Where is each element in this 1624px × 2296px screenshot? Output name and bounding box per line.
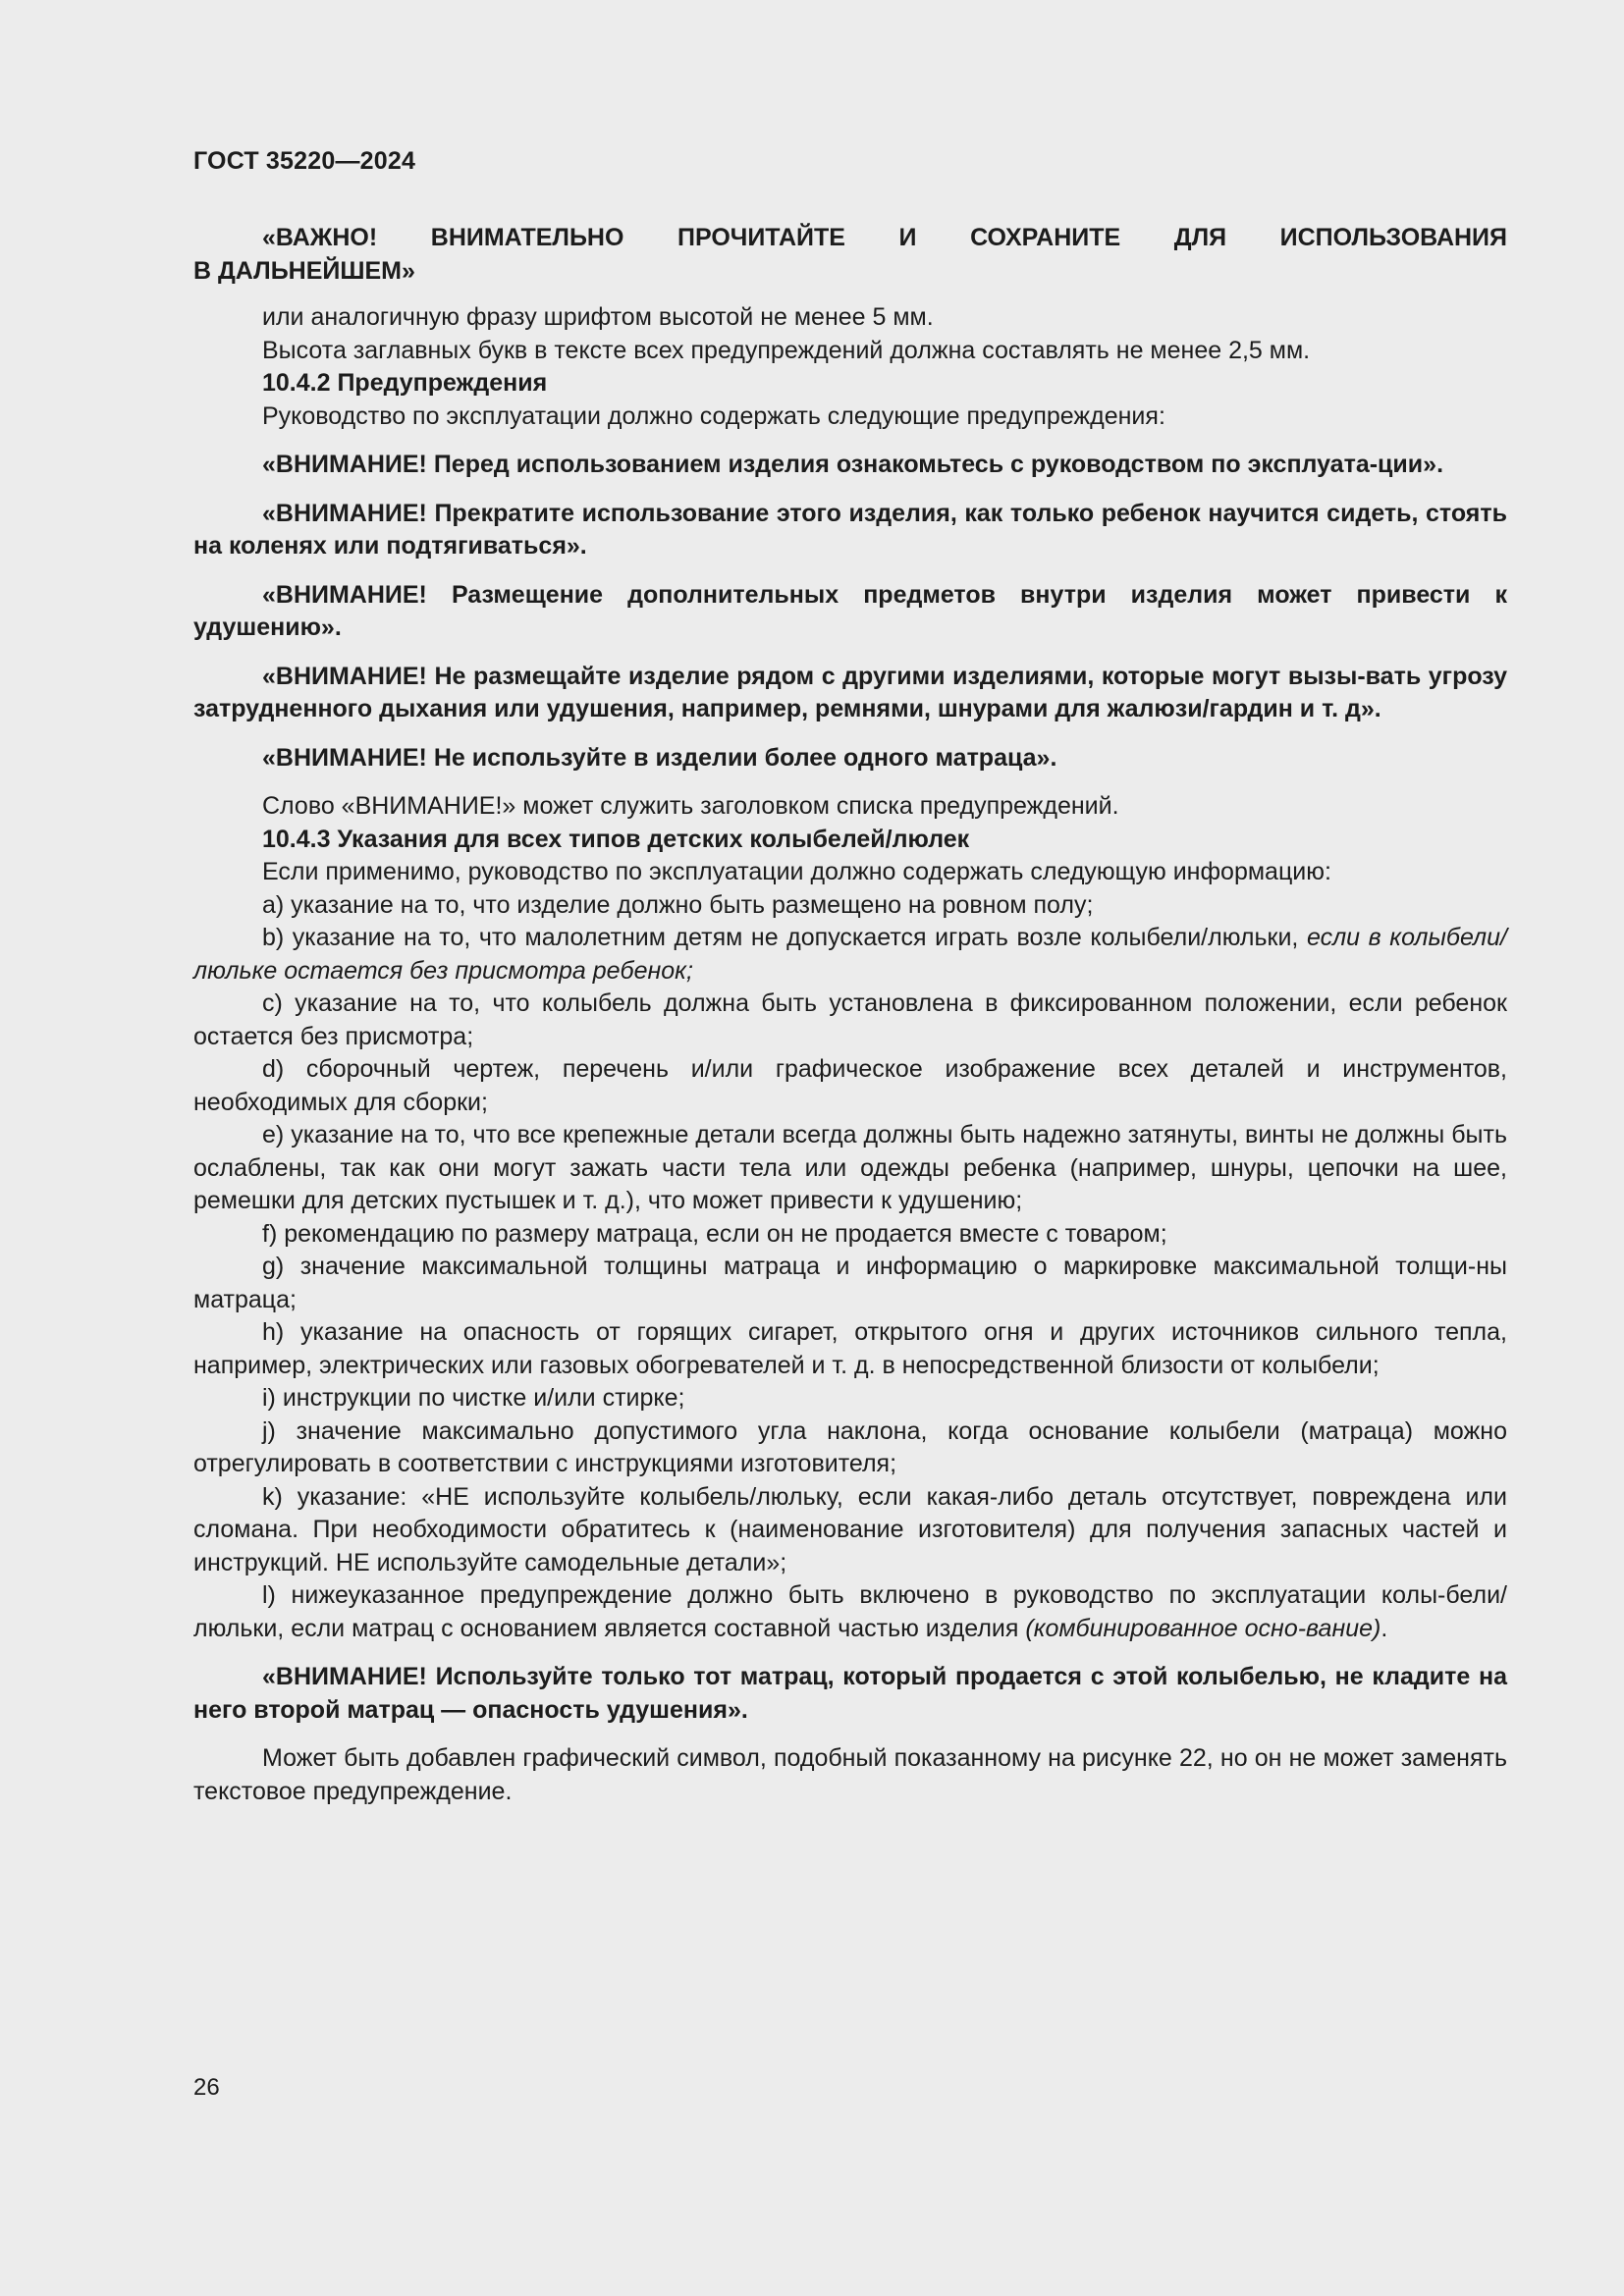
list-item-l-italic: (комбинированное осно-вание) <box>1025 1614 1381 1642</box>
list-item-h: h) указание на опасность от горящих сигарет, открытого огня и других источников сильного тепла, например, электрических или газовых обогревателей и т. д. в непосредственной близости от колыбели; <box>193 1318 1507 1379</box>
list-item-b-text: b) указание на то, что малолетним детям не допускается играть возле колыбели/люльки, <box>262 924 1307 951</box>
warning-read-manual: «ВНИМАНИЕ! Перед использованием изделия ознакомьтесь с руководством по эксплуата-ции». <box>262 451 1444 478</box>
list-item-k: k) указание: «НЕ используйте колыбель/люльку, если какая-либо деталь отсутствует, повреждена или сломана. При необходимости обратитесь к (наименование изготовителя) для получения запасных частей и инструкций. НЕ используйте самодельные детали»; <box>193 1482 1507 1576</box>
list-item-l <box>193 1579 1507 1645</box>
warning-stop-use: «ВНИМАНИЕ! Прекратите использование этого изделия, как только ребенок научится сидеть, стоять на коленях или подтягиваться». <box>193 499 1507 560</box>
list-item-b <box>193 922 1507 988</box>
list-item-f: f) рекомендацию по размеру матраца, если он не продается вместе с товаром; <box>262 1219 1167 1248</box>
warning-only-this-mattress: «ВНИМАНИЕ! Используйте только тот матрац, который продается с этой колыбелью, не кладите на него второй матрац — опасность удушения». <box>193 1663 1507 1724</box>
list-item-l-end: . <box>1380 1614 1388 1642</box>
paragraph-graphic-symbol: Может быть добавлен графический символ, подобный показанному на рисунке 22, но он не может заменять текстовое предупреждение. <box>193 1744 1507 1805</box>
section-heading-10-4-3: 10.4.3 Указания для всех типов детских колыбелей/люлек <box>262 825 970 853</box>
document-header: ГОСТ 35220—2024 <box>193 147 416 175</box>
paragraph-caps-height: Высота заглавных букв в тексте всех предупреждений должна составлять не менее 2,5 мм. <box>262 336 1311 364</box>
warning-one-mattress: «ВНИМАНИЕ! Не используйте в изделии более одного матраца». <box>262 743 1057 772</box>
list-item-l-text: l) нижеуказанное предупреждение должно быть включено в руководство по эксплуатации колы-бели/люльки, если матрац с основанием является составной частью изделия <box>193 1581 1507 1642</box>
list-item-j: j) значение максимально допустимого угла наклона, когда основание колыбели (матраца) можно отрегулировать в соответствии с инструкциями изготовителя; <box>193 1416 1507 1477</box>
paragraph-manual-must-contain: Руководство по эксплуатации должно содержать следующие предупреждения: <box>262 401 1165 430</box>
warning-strangulation: «ВНИМАНИЕ! Не размещайте изделие рядом с другими изделиями, которые могут вызы-вать угрозу затрудненного дыхания или удушения, например, ремнями, шнурами для жалюзи/гардин и т. д». <box>193 662 1507 722</box>
important-notice-line2: В ДАЛЬНЕЙШЕМ» <box>193 256 415 285</box>
list-item-g: g) значение максимальной толщины матраца и информацию о маркировке максимальной толщи-ны матраца; <box>193 1253 1507 1313</box>
section-heading-10-4-2: 10.4.2 Предупреждения <box>262 369 548 397</box>
list-item-d: d) сборочный чертеж, перечень и/или графическое изображение всех деталей и инструментов, необходимых для сборки; <box>193 1055 1507 1116</box>
page-number: 26 <box>193 2074 220 2101</box>
warning-extra-items: «ВНИМАНИЕ! Размещение дополнительных предметов внутри изделия может привести к удушению». <box>193 580 1507 641</box>
list-item-i: i) инструкции по чистке и/или стирке; <box>262 1384 685 1412</box>
paragraph-font-size: или аналогичную фразу шрифтом высотой не менее 5 мм. <box>262 303 934 331</box>
list-item-b-italic: если в колыбели/люльке остается без присмотра ребенок; <box>193 924 1507 985</box>
paragraph-if-applicable: Если применимо, руководство по эксплуатации должно содержать следующую информацию: <box>262 858 1331 885</box>
list-item-e: e) указание на то, что все крепежные детали всегда должны быть надежно затянуты, винты не должны быть ослаблены, так как они могут зажать части тела или одежды ребенка (например, шнуры, цепочки на шее, ремешки для детских пустышек и т. д.), что может привести к удушению; <box>193 1121 1507 1214</box>
paragraph-word-warning: Слово «ВНИМАНИЕ!» может служить заголовком списка предупреждений. <box>262 792 1119 820</box>
document-body <box>193 222 1507 1808</box>
list-item-a: a) указание на то, что изделие должно быть размещено на ровном полу; <box>262 890 1094 919</box>
important-notice-line1: «ВАЖНО! ВНИМАТЕЛЬНО ПРОЧИТАЙТЕ И СОХРАНИТЕ ДЛЯ ИСПОЛЬЗОВАНИЯ <box>262 224 1507 251</box>
list-item-c: c) указание на то, что колыбель должна быть установлена в фиксированном положении, если ребенок остается без присмотра; <box>193 989 1507 1050</box>
